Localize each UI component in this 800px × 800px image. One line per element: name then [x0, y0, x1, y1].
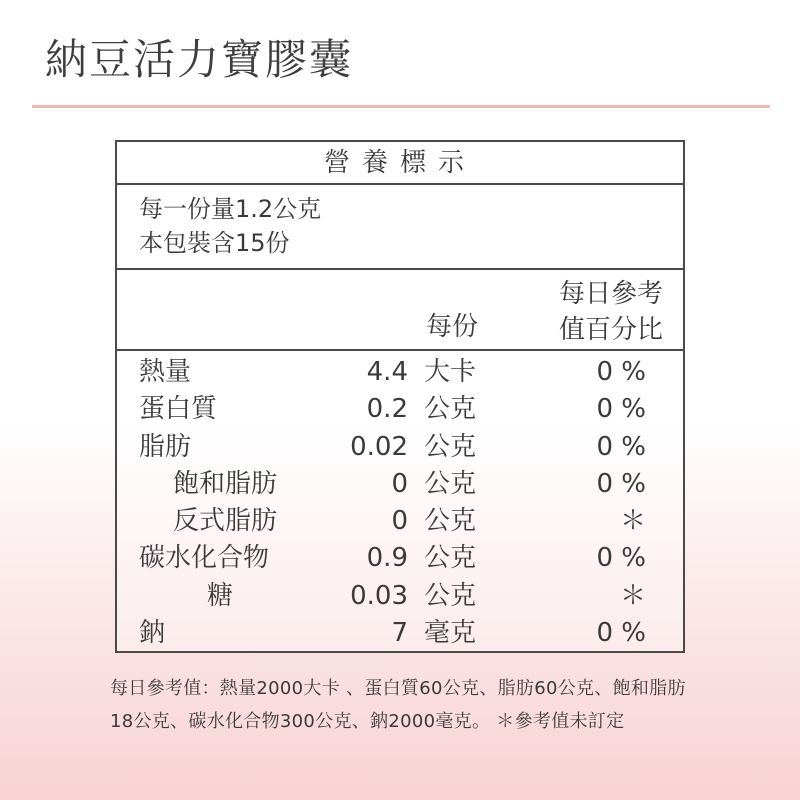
- nutrient-amount: 4.4: [366, 357, 408, 387]
- nutrient-row: [117, 391, 683, 428]
- nutrient-unit: 毫克: [424, 618, 477, 649]
- nutrient-row: [117, 354, 683, 391]
- serving-info: [117, 185, 683, 270]
- nutrient-name: 鈉: [139, 618, 166, 649]
- nutrient-name: 飽和脂肪: [173, 468, 278, 499]
- nutrient-unit: 公克: [424, 431, 477, 462]
- nutrient-name: 蛋白質: [139, 394, 218, 425]
- nutrient-unit: 公克: [424, 543, 477, 574]
- nutrient-daily-value: ＊: [619, 506, 646, 537]
- nutrition-facts-panel: [115, 140, 685, 653]
- nutrient-daily-value: 0 %: [596, 394, 646, 425]
- nutrient-daily-value: 0 %: [596, 357, 646, 387]
- per-serving-header: 每份: [425, 312, 478, 342]
- page-title: 納豆活力寶膠囊: [45, 35, 354, 84]
- nutrient-unit: 公克: [424, 580, 477, 611]
- daily-value-footnote: 每日參考值：熱量2000大卡 、蛋白質60公克、脂肪60公克、飽和脂肪18公克、碳水化合物300公克、鈉2000毫克。 ＊參考值未訂定: [110, 678, 686, 732]
- servings-per-pack: 本包裝含15份: [139, 229, 290, 257]
- nutrient-name: 反式脂肪: [173, 506, 278, 537]
- nutrient-name: 熱量: [139, 357, 192, 387]
- nutrient-row: [117, 540, 683, 577]
- nutrient-unit: 大卡: [424, 357, 477, 387]
- nutrient-unit: 公克: [424, 506, 477, 537]
- nutrient-daily-value: 0 %: [596, 543, 646, 574]
- nutrient-name: 脂肪: [139, 431, 192, 462]
- nutrient-row: [117, 429, 683, 466]
- nutrient-amount: 0.03: [350, 580, 408, 611]
- nutrient-unit: 公克: [424, 394, 477, 425]
- nutrient-amount: 0.9: [366, 543, 408, 574]
- nutrient-amount: 0.2: [366, 394, 408, 425]
- nutrient-daily-value: 0 %: [596, 618, 646, 649]
- nutrient-amount: 7: [391, 618, 408, 649]
- nutrient-amount: 0: [391, 506, 408, 537]
- daily-value-header-line2: 值百分比: [558, 315, 663, 345]
- nutrient-row: [117, 466, 683, 503]
- nutrient-amount: 0.02: [350, 431, 408, 462]
- nutrient-name: 碳水化合物: [139, 543, 270, 574]
- nutrition-header: 營養標示: [117, 142, 683, 185]
- nutrient-row: [117, 615, 683, 652]
- column-header: [117, 270, 683, 351]
- serving-size: 每一份量1.2公克: [139, 195, 322, 223]
- nutrient-unit: 公克: [424, 468, 477, 499]
- nutrient-row: [117, 578, 683, 615]
- nutrient-daily-value: 0 %: [596, 431, 646, 462]
- daily-value-header-line1: 每日參考: [558, 279, 663, 309]
- daily-value-header: [559, 276, 663, 348]
- nutrient-name: 糖: [207, 580, 234, 611]
- nutrient-daily-value: 0 %: [596, 468, 646, 499]
- nutrient-daily-value: ＊: [619, 580, 646, 611]
- nutrient-amount: 0: [391, 468, 408, 499]
- nutrient-rows: [117, 354, 683, 652]
- title-divider: [32, 105, 770, 108]
- nutrient-row: [117, 503, 683, 540]
